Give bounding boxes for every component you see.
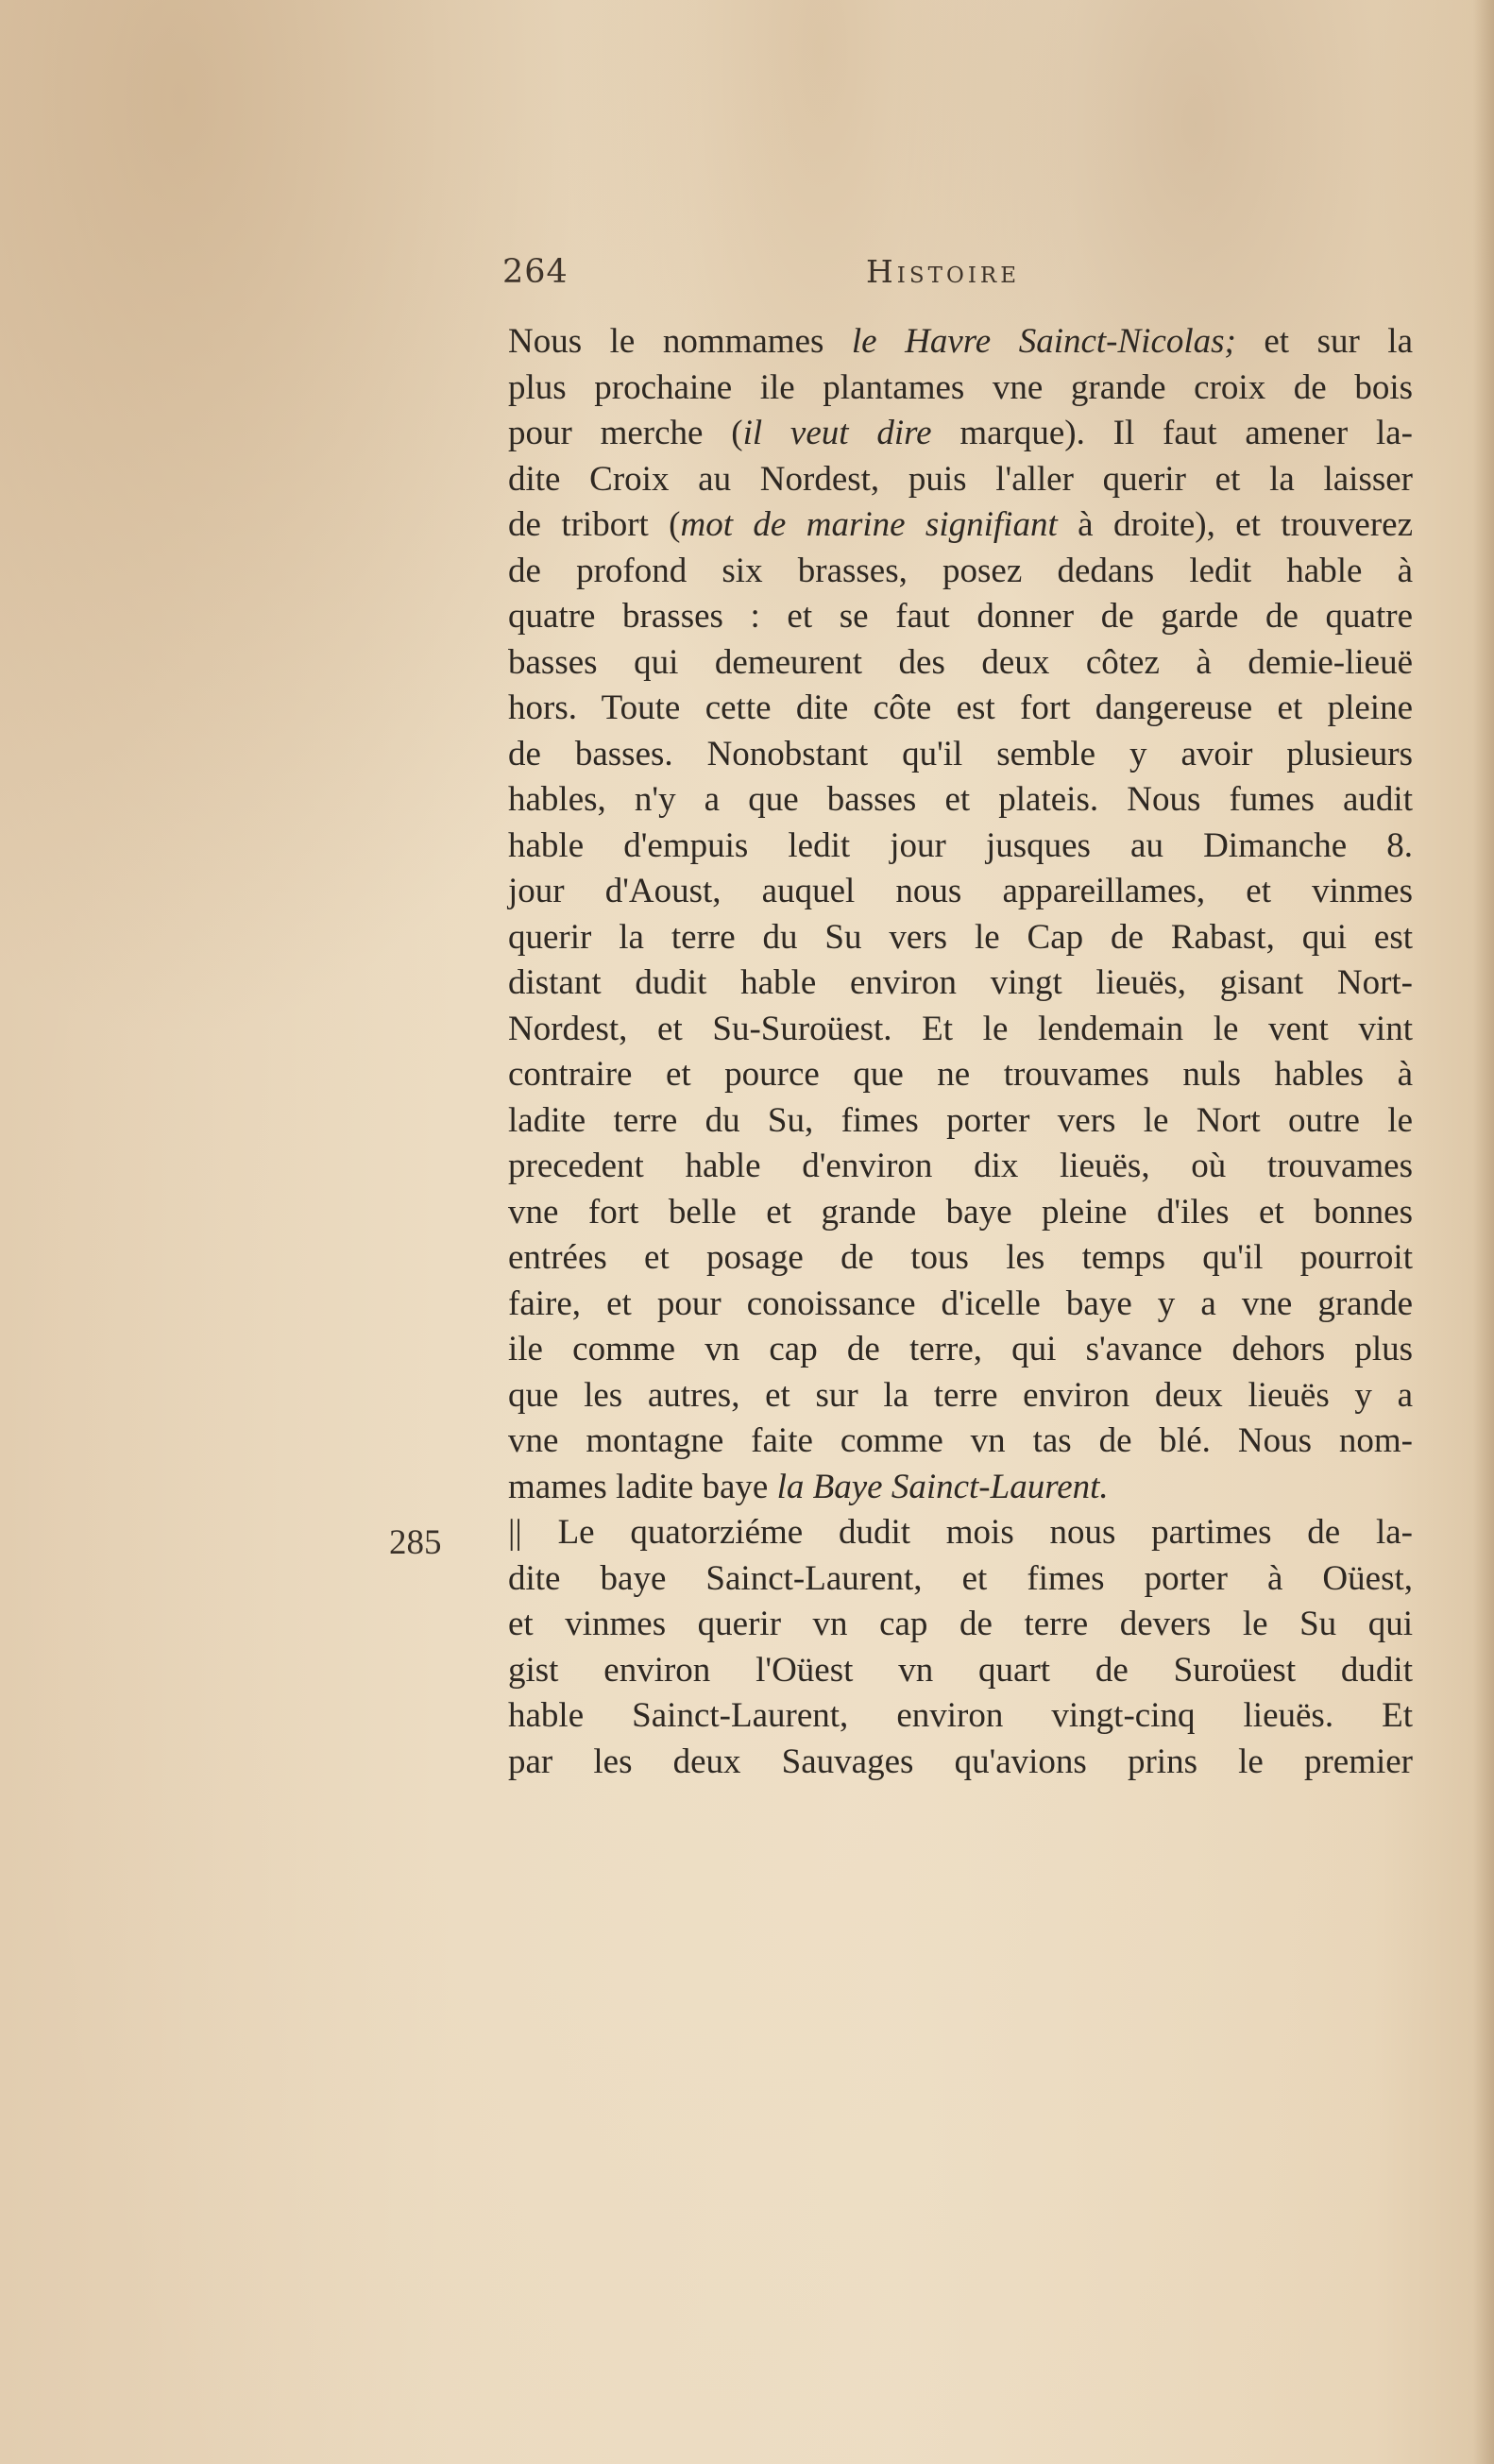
text-segment: faire, et pour conoissance d'icelle baye y a vne grande bbox=[508, 1283, 1413, 1323]
italic-segment: mot de marine signifiant bbox=[680, 505, 1058, 544]
text-line bbox=[508, 960, 1413, 1007]
text-line bbox=[508, 1465, 1413, 1511]
text-segment: de profond six brasses, posez dedans ledit hable à bbox=[508, 551, 1413, 590]
text-line bbox=[508, 1235, 1413, 1282]
text-segment: ile comme vn cap de terre, qui s'avance dehors plus bbox=[508, 1330, 1413, 1368]
text-segment: hable d'empuis ledit jour jusques au Dimanche 8. bbox=[508, 825, 1413, 865]
text-line bbox=[508, 640, 1413, 687]
italic-segment: le Havre Sainct-Nicolas; bbox=[851, 322, 1236, 361]
text-line bbox=[508, 1419, 1413, 1465]
text-line bbox=[508, 1556, 1413, 1603]
text-segment: à droite), et trouverez bbox=[1057, 505, 1413, 544]
text-line bbox=[508, 1327, 1413, 1373]
running-title: Histoire bbox=[866, 253, 1021, 290]
text-segment: pour merche ( bbox=[508, 414, 743, 452]
page-edge-shadow bbox=[1473, 0, 1494, 2464]
text-segment: par les deux Sauvages qu'avions prins le premier bbox=[508, 1742, 1413, 1781]
text-segment: basses qui demeurent des deux côtez à demie-lieuë bbox=[508, 642, 1413, 682]
text-segment: Nous le nommames bbox=[508, 322, 852, 361]
page-header bbox=[502, 253, 1107, 298]
body-text bbox=[508, 319, 1413, 1785]
text-line bbox=[508, 365, 1413, 412]
page-number: 264 bbox=[502, 253, 569, 291]
text-segment: precedent hable d'environ dix lieuës, où trouvames bbox=[508, 1147, 1413, 1185]
text-segment: || Le quatorziéme dudit mois nous partimes de la- bbox=[508, 1513, 1413, 1552]
text-segment: de tribort ( bbox=[508, 505, 681, 544]
text-line bbox=[508, 1602, 1413, 1648]
text-line bbox=[508, 869, 1413, 915]
text-segment: ladite terre du Su, fimes porter vers le Nort outre le bbox=[508, 1100, 1413, 1140]
text-segment: hable Sainct-Laurent, environ vingt-cinq lieuës. Et bbox=[508, 1696, 1413, 1735]
text-line bbox=[508, 732, 1413, 778]
text-line bbox=[508, 1510, 1413, 1556]
text-line bbox=[508, 777, 1413, 824]
text-segment: distant dudit hable environ vingt lieuës, gisant Nort- bbox=[508, 963, 1413, 1002]
text-line bbox=[508, 1007, 1413, 1053]
text-line bbox=[508, 1740, 1413, 1786]
text-line bbox=[508, 1098, 1413, 1145]
italic-segment: il veut dire bbox=[742, 414, 932, 452]
text-line bbox=[508, 1052, 1413, 1098]
italic-segment: la Baye Sainct-Laurent. bbox=[776, 1467, 1109, 1506]
text-line bbox=[508, 915, 1413, 961]
text-segment: jour d'Aoust, auquel nous appareillames, et vinmes bbox=[508, 872, 1413, 910]
text-segment: entrées et posage de tous les temps qu'il pourroit bbox=[508, 1238, 1413, 1277]
text-segment: et vinmes querir vn cap de terre devers le Su qui bbox=[508, 1605, 1413, 1643]
margin-reference-number: 285 bbox=[389, 1523, 442, 1562]
text-segment: de basses. Nonobstant qu'il semble y avoir plusieurs bbox=[508, 734, 1413, 773]
text-line bbox=[508, 549, 1413, 595]
text-line bbox=[508, 824, 1413, 870]
text-segment: contraire et pource que ne trouvames nuls hables à bbox=[508, 1055, 1413, 1094]
text-segment: dite Croix au Nordest, puis l'aller querir et la laisser bbox=[508, 459, 1413, 499]
text-segment: vne montagne faite comme vn tas de blé. Nous nom- bbox=[508, 1421, 1413, 1460]
text-line bbox=[508, 1373, 1413, 1419]
text-segment: et sur la bbox=[1235, 322, 1414, 361]
text-line bbox=[508, 1693, 1413, 1740]
text-line bbox=[508, 594, 1413, 640]
text-segment: quatre brasses : et se faut donner de garde de quatre bbox=[508, 597, 1413, 636]
text-segment: Nordest, et Su-Suroüest. Et le lendemain le vent vint bbox=[508, 1009, 1413, 1048]
text-segment: gist environ l'Oüest vn quart de Suroüest dudit bbox=[508, 1650, 1413, 1690]
text-line bbox=[508, 686, 1413, 732]
text-segment: marque). Il faut amener la- bbox=[931, 414, 1413, 452]
text-segment: plus prochaine ile plantames vne grande croix de bois bbox=[508, 367, 1413, 407]
text-segment: vne fort belle et grande baye pleine d'iles et bonnes bbox=[508, 1192, 1413, 1232]
text-line bbox=[508, 1648, 1413, 1694]
text-line bbox=[508, 1190, 1413, 1236]
text-line bbox=[508, 411, 1413, 457]
text-line bbox=[508, 457, 1413, 503]
text-segment: que les autres, et sur la terre environ deux lieuës y a bbox=[508, 1375, 1413, 1415]
text-line bbox=[508, 502, 1413, 549]
text-segment: dite baye Sainct-Laurent, et fimes porter à Oüest, bbox=[508, 1558, 1413, 1598]
text-segment: mames ladite baye bbox=[508, 1467, 777, 1506]
text-line bbox=[508, 1282, 1413, 1328]
text-line bbox=[508, 319, 1413, 365]
text-line bbox=[508, 1144, 1413, 1190]
text-segment: hors. Toute cette dite côte est fort dangereuse et pleine bbox=[508, 688, 1413, 727]
text-segment: hables, n'y a que basses et plateis. Nous fumes audit bbox=[508, 780, 1413, 819]
text-segment: querir la terre du Su vers le Cap de Rabast, qui est bbox=[508, 917, 1413, 957]
